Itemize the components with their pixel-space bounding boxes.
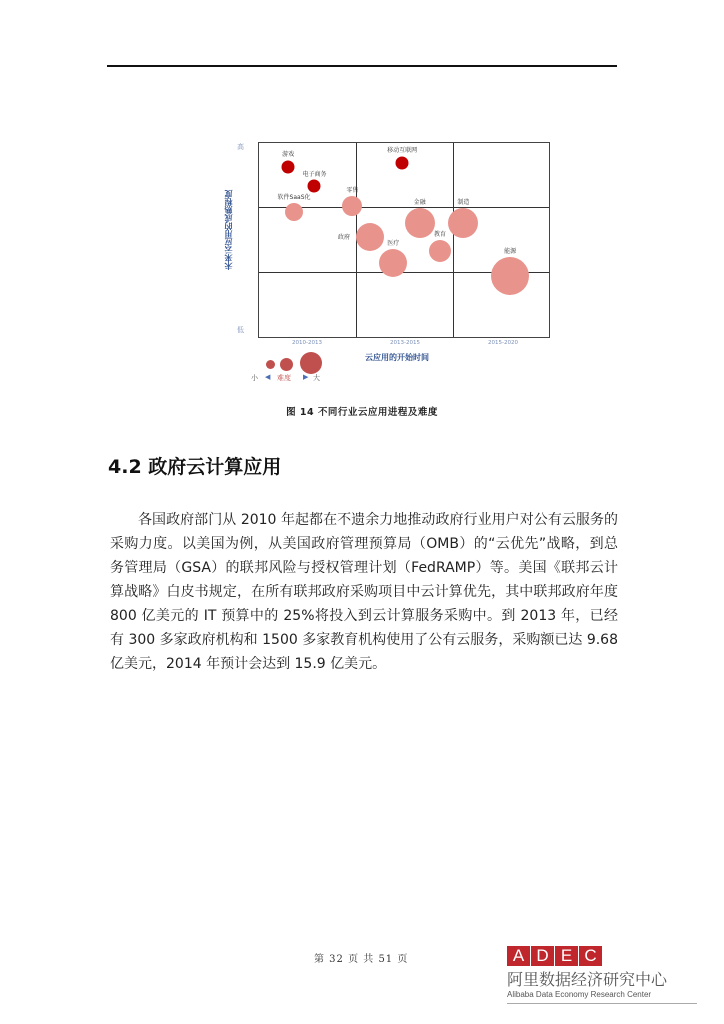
- size-legend: [225, 350, 345, 390]
- logo-rule: [507, 1003, 697, 1004]
- x-axis-title: 云应用的开始时间: [365, 353, 429, 362]
- arrow-left-icon: ◀: [265, 373, 271, 381]
- logo-letter: E: [555, 946, 578, 966]
- arrow-right-icon: ▶: [303, 373, 309, 381]
- data-bubble: [342, 196, 362, 216]
- y-axis-low-label: 低: [237, 326, 244, 334]
- data-bubble: [285, 203, 303, 221]
- bubble-label: 移动互联网: [387, 147, 418, 155]
- bubble-label: 能源: [504, 248, 517, 256]
- bubble-label: 软件SaaS化: [277, 193, 311, 201]
- data-bubble: [396, 156, 409, 169]
- body-paragraph: 各国政府部门从 2010 年起都在不遗余力地推动政府行业用户对公有云服务的采购力度。以美国为例，从美国政府管理预算局（OMB）的“云优先”战略，到总务管理局（GSA）的联邦风险与授权管理计划（FedRAMP）等。美国《联邦云计算战略》白皮书规定，在所有联邦政府采购项目中云计算优先，其中联邦政府年度 800 亿美元的 IT 预算中的 25%将投入到云计算服务采购中。到 2013 年，已经有 300 多家政府机构和 1500 多家教育机构使用了公有云服务，采购额已达 9.68 亿美元，2014 年预计会达到 15.9 亿美元。: [110, 512, 618, 672]
- data-bubble: [405, 208, 435, 238]
- logo-chinese-name: 阿里数据经济研究中心: [507, 970, 668, 989]
- y-axis-title: 未来云应用的成熟程度: [224, 190, 233, 270]
- data-bubble: [491, 257, 529, 295]
- logo-letter: C: [579, 946, 602, 966]
- x-tick: 2013-2015: [390, 340, 420, 346]
- bubble-label: 制造: [457, 199, 470, 207]
- y-axis-high-label: 高: [237, 143, 244, 151]
- figure-caption: 图 14 不同行业云应用进程及难度: [286, 407, 438, 418]
- bubble-label: 零售: [346, 186, 359, 194]
- legend-large-label: 大: [313, 374, 320, 382]
- plot-area: [258, 142, 550, 338]
- logo-english-name: Alibaba Data Economy Research Center: [507, 990, 652, 999]
- legend-small-label: 小: [251, 374, 258, 382]
- bubble-label: 金融: [413, 199, 426, 207]
- logo-letter: A: [507, 946, 530, 966]
- data-bubble: [282, 160, 295, 173]
- logo-letters: [507, 946, 697, 966]
- grid-line-v2: [453, 143, 454, 337]
- x-tick: 2015-2020: [488, 340, 518, 346]
- data-bubble: [448, 208, 478, 238]
- data-bubble: [379, 249, 407, 277]
- header-rule: [107, 65, 617, 67]
- bubble-label: 游戏: [282, 151, 295, 159]
- logo-letter: D: [531, 946, 554, 966]
- section-heading: 4.2 政府云计算应用: [108, 456, 282, 478]
- adec-logo: [507, 946, 697, 1004]
- legend-bubble-large: [300, 352, 322, 374]
- data-bubble: [356, 223, 384, 251]
- bubble-label: 教育: [434, 230, 447, 238]
- legend-bubble-small: [266, 360, 275, 369]
- page-number: 第 32 页 共 51 页: [314, 954, 409, 965]
- x-tick: 2010-2013: [292, 340, 322, 346]
- legend-bubble-medium: [280, 358, 293, 371]
- data-bubble: [429, 240, 451, 262]
- bubble-label: 政府: [337, 234, 350, 242]
- bubble-chart: [225, 130, 565, 390]
- legend-difficulty-label: 难度: [277, 374, 291, 382]
- bubble-label: 医疗: [387, 239, 400, 247]
- bubble-label: 电子商务: [302, 170, 327, 178]
